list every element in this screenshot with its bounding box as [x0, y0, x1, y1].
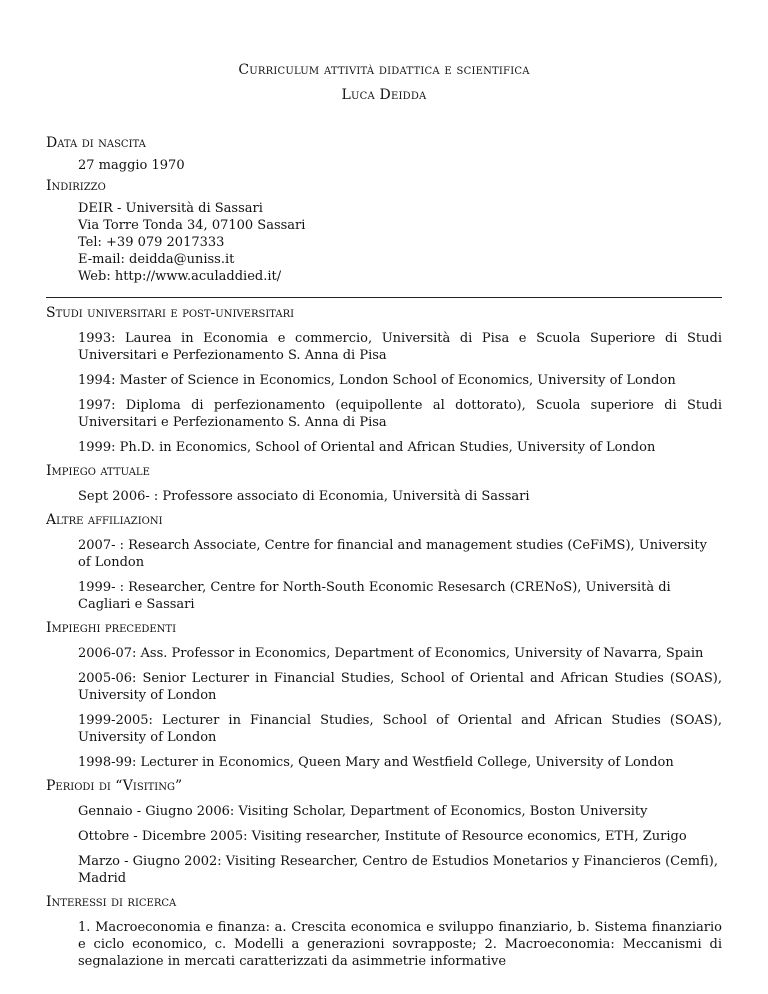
web-line[interactable]: Web: http://www.aculaddied.it/ — [78, 269, 282, 284]
section-heading-research: Interessi di ricerca — [46, 894, 177, 910]
study-item: 1993: Laurea in Economia e commercio, Università di Pisa e Scuola Superiore di Studi Universitari e Perfezionamento S. Anna di Pisa — [78, 331, 722, 363]
section-heading-affiliations: Altre affiliazioni — [46, 512, 163, 528]
section-heading-studies: Studi universitari e post-universitari — [46, 305, 295, 321]
visiting-item: Marzo - Giugno 2002: Visiting Researcher, Centro de Estudios Monetarios y Financieros (Cemfi), Madrid — [78, 854, 718, 886]
study-item: 1994: Master of Science in Economics, London School of Economics, University of London — [78, 373, 676, 388]
section-heading-current-job: Impiego attuale — [46, 463, 150, 479]
phone-line: Tel: +39 079 2017333 — [78, 235, 225, 250]
previous-job-item: 1998-99: Lecturer in Economics, Queen Mary and Westfield College, University of London — [78, 755, 674, 770]
current-job-item: Sept 2006- : Professore associato di Economia, Università di Sassari — [78, 489, 530, 504]
email-line[interactable]: E-mail: deidda@uniss.it — [78, 252, 235, 267]
address-block — [78, 200, 722, 285]
document-title: Curriculum attività didattica e scientifica — [238, 62, 530, 78]
visiting-item: Gennaio - Giugno 2006: Visiting Scholar, Department of Economics, Boston University — [78, 804, 648, 819]
research-item: 1. Macroeconomia e finanza: a. Crescita economica e sviluppo finanziario, b. Sistema finanziario e ciclo economico, c. Modelli a generazioni sovrapposte; 2. Macroeconomia: Meccanismi di segnalazione in mercati caratterizzati da asimmetrie informative — [78, 920, 722, 969]
previous-job-item: 2006-07: Ass. Professor in Economics, Department of Economics, University of Navarra, Spain — [78, 646, 704, 661]
section-heading-address: Indirizzo — [46, 178, 106, 194]
section-heading-visiting: Periodi di “Visiting” — [46, 778, 183, 794]
section-heading-previous-jobs: Impieghi precedenti — [46, 620, 177, 636]
birth-date: 27 maggio 1970 — [78, 158, 185, 173]
study-item: 1997: Diploma di perfezionamento (equipollente al dottorato), Scuola superiore di Studi Universitari e Perfezionamento S. Anna di Pisa — [78, 398, 722, 430]
affiliation-item: 2007- : Research Associate, Centre for financial and management studies (CeFiMS), University of London — [78, 538, 707, 570]
visiting-item: Ottobre - Dicembre 2005: Visiting researcher, Institute of Resource economics, ETH, Zurigo — [78, 829, 687, 844]
study-item: 1999: Ph.D. in Economics, School of Oriental and African Studies, University of London — [78, 440, 656, 455]
author-name: Luca Deidda — [341, 87, 427, 103]
cv-content — [46, 134, 722, 970]
affiliation-item: 1999- : Researcher, Centre for North-South Economic Resesarch (CRENoS), Università di Cagliari e Sassari — [78, 580, 671, 612]
address-line: Via Torre Tonda 34, 07100 Sassari — [78, 218, 306, 233]
previous-job-item: 2005-06: Senior Lecturer in Financial Studies, School of Oriental and African Studies (SOAS), University of London — [78, 671, 722, 703]
address-line: DEIR - Università di Sassari — [78, 201, 263, 216]
section-heading-birth: Data di nascita — [46, 135, 146, 151]
horizontal-rule — [46, 297, 722, 298]
previous-job-item: 1999-2005: Lecturer in Financial Studies, School of Oriental and African Studies (SOAS), University of London — [78, 713, 722, 745]
